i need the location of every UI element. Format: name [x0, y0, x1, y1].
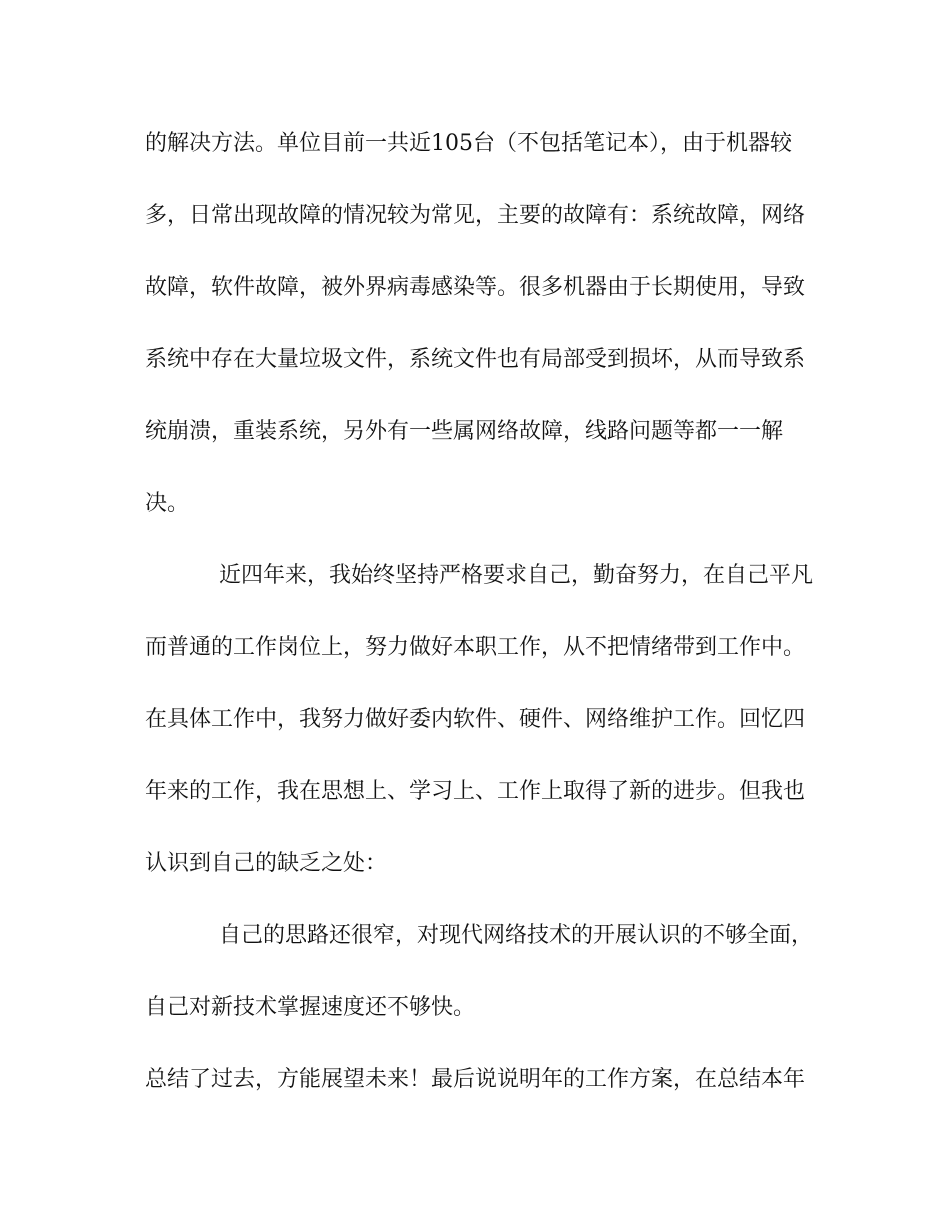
- paragraph-line: 自己的思路还很窄，对现代网络技术的开展认识的不够全面，: [219, 923, 814, 948]
- paragraph-line: 决。: [145, 491, 190, 516]
- paragraph-line: 统崩溃，重装系统，另外有一些属网络故障，线路问题等都一一解: [145, 419, 784, 444]
- paragraph-line: 自己对新技术掌握速度还不够快。: [145, 995, 476, 1020]
- paragraph-line: 近四年来，我始终坚持严格要求自己，勤奋努力，在自己平凡: [219, 563, 814, 588]
- paragraph-line: 在具体工作中，我努力做好委内软件、硬件、网络维护工作。回忆四: [145, 707, 806, 732]
- paragraph-line: 认识到自己的缺乏之处：: [145, 851, 388, 876]
- paragraph-line: 的解决方法。单位目前一共近105台（不包括笔记本），由于机器较: [145, 131, 792, 156]
- paragraph-line: 总结了过去，方能展望未来！最后说说明年的工作方案，在总结本年: [145, 1067, 806, 1092]
- paragraph-line: 而普通的工作岗位上，努力做好本职工作，从不把情绪带到工作中。: [145, 635, 806, 660]
- paragraph-line: 故障，软件故障，被外界病毒感染等。很多机器由于长期使用，导致: [145, 275, 806, 300]
- paragraph-line: 多，日常出现故障的情况较为常见，主要的故障有：系统故障，网络: [145, 203, 806, 228]
- paragraph-line: 年来的工作，我在思想上、学习上、工作上取得了新的进步。但我也: [145, 779, 806, 804]
- paragraph-line: 系统中存在大量垃圾文件，系统文件也有局部受到损坏，从而导致系: [145, 347, 806, 372]
